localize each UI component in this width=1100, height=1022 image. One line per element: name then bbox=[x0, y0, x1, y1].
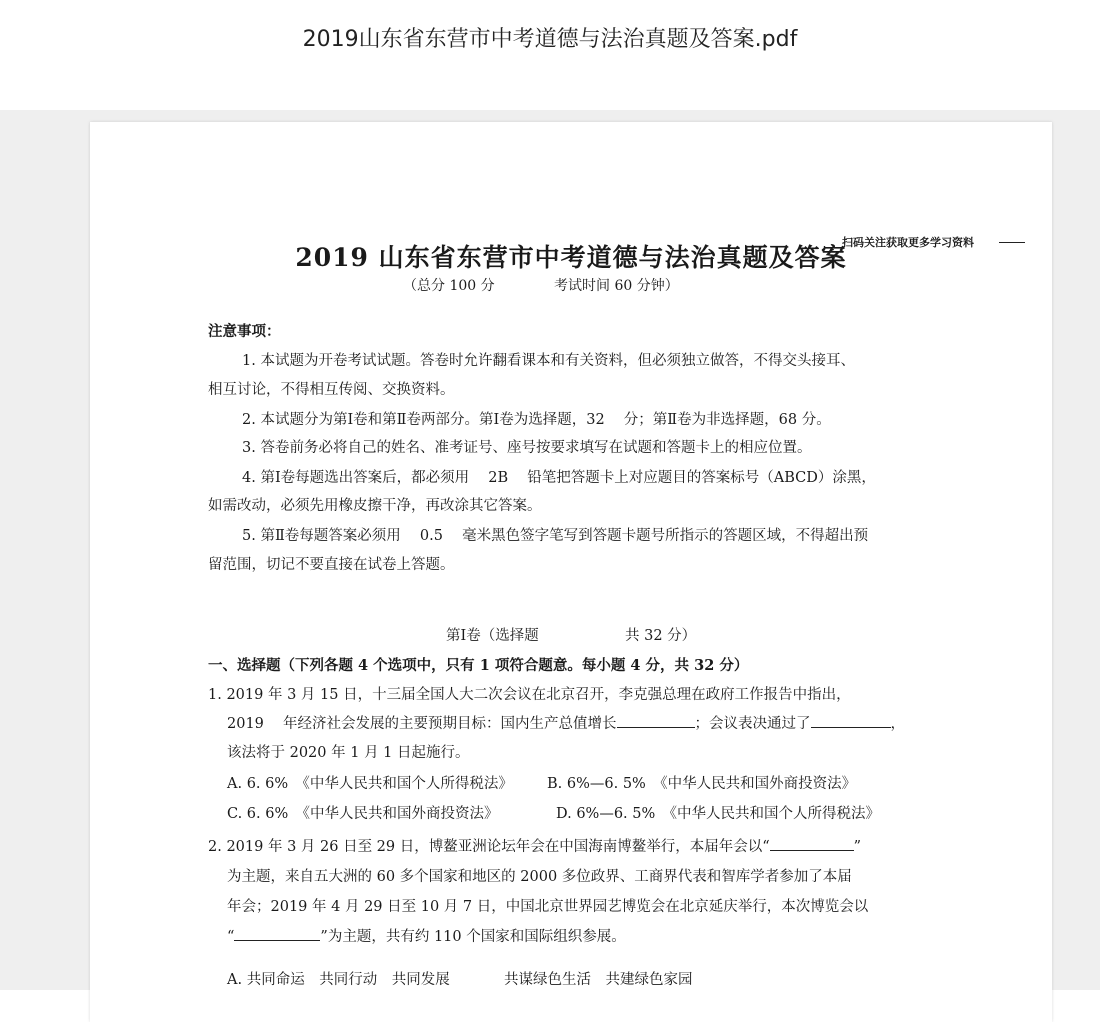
q1-option-a: A. 6. 6% 《中华人民共和国个人所得税法》 bbox=[227, 776, 513, 792]
scan-note: 扫码关注获取更多学习资料 bbox=[842, 236, 974, 249]
pdf-page bbox=[90, 122, 1052, 1022]
notice-2: 2. 本试题分为第Ⅰ卷和第Ⅱ卷两部分。第Ⅰ卷为选择题，32 分；第Ⅱ卷为非选择题，68 分。 bbox=[242, 412, 831, 428]
q1-option-c: C. 6. 6% 《中华人民共和国外商投资法》 bbox=[227, 806, 499, 822]
q1-line1: 1. 2019 年 3 月 15 日，十三届全国人大二次会议在北京召开，李克强总理在政府工作报告中指出， bbox=[208, 687, 851, 703]
q1-option-d: D. 6%—6. 5% 《中华人民共和国个人所得税法》 bbox=[556, 806, 881, 822]
document-viewer[interactable] bbox=[0, 110, 1100, 990]
notice-heading: 注意事项： bbox=[208, 323, 281, 340]
notice-5a: 5. 第Ⅱ卷每题答案必须用 0.5 毫米黑色签字笔写到答题卡题号所指示的答题区域，不得超出预 bbox=[242, 528, 869, 544]
q2-line2: 为主题，来自五大洲的 60 多个国家和地区的 2000 多位政界、工商界代表和智库学者参加了本届 bbox=[227, 869, 852, 885]
q1-line2-text: 2019 年经济社会发展的主要预期目标：国内生产总值增长 bbox=[227, 716, 617, 732]
q2-line4-open: “ bbox=[227, 929, 235, 945]
q1-line2-end: ， bbox=[890, 716, 906, 732]
exam-title: 2019 山东省东营市中考道德与法治真题及答案 bbox=[295, 243, 847, 272]
notice-4b: 如需改动，必须先用橡皮擦干净，再改涂其它答案。 bbox=[208, 498, 542, 514]
q2-blank-1 bbox=[770, 836, 854, 851]
scan-note-dash bbox=[999, 242, 1025, 243]
viewer-header bbox=[0, 0, 1100, 110]
notice-1b: 相互讨论，不得相互传阅、交换资料。 bbox=[208, 382, 455, 398]
notice-4a: 4. 第Ⅰ卷每题选出答案后，都必须用 2B 铅笔把答题卡上对应题目的答案标号（ABCD）涂黑， bbox=[242, 470, 876, 486]
q2-blank-2 bbox=[234, 926, 320, 941]
notice-3: 3. 答卷前务必将自己的姓名、准考证号、座号按要求填写在试题和答题卡上的相应位置。 bbox=[242, 440, 812, 456]
q2-line1 bbox=[208, 835, 861, 856]
section1-score: 共 32 分） bbox=[625, 628, 697, 644]
document-title: 2019山东省东营市中考道德与法治真题及答案.pdf bbox=[302, 27, 798, 52]
q2-line3: 年会；2019 年 4 月 29 日至 10 月 7 日，中国北京世界园艺博览会在北京延庆举行，本次博览会以 bbox=[227, 899, 869, 915]
total-score: （总分 100 分 bbox=[403, 278, 495, 294]
section1-title: 第Ⅰ卷（选择题 bbox=[446, 628, 539, 644]
q1-line2 bbox=[227, 712, 905, 733]
q2-line4 bbox=[227, 925, 626, 946]
notice-5b: 留范围，切记不要直接在试卷上答题。 bbox=[208, 557, 455, 573]
q2-line1-text: 2. 2019 年 3 月 26 日至 29 日，博鳌亚洲论坛年会在中国海南博鳌举行，本届年会以“ bbox=[208, 839, 770, 855]
q2-option-a: A. 共同命运 共同行动 共同发展 bbox=[227, 972, 450, 988]
q1-line3: 该法将于 2020 年 1 月 1 日起施行。 bbox=[227, 745, 470, 761]
notice-1a: 1. 本试题为开卷考试试题。答卷时允许翻看课本和有关资料，但必须独立做答，不得交头接耳、 bbox=[242, 353, 855, 369]
q2-option-a-2: 共谋绿色生活 共建绿色家园 bbox=[504, 972, 693, 988]
q2-line4-text: ”为主题，共有约 110 个国家和国际组织参展。 bbox=[320, 929, 626, 945]
q2-line1-end: ” bbox=[853, 839, 862, 855]
q1-blank-1 bbox=[617, 713, 695, 728]
q1-blank-2 bbox=[811, 713, 891, 728]
exam-time: 考试时间 60 分钟） bbox=[554, 278, 679, 294]
q1-option-b: B. 6%—6. 5% 《中华人民共和国外商投资法》 bbox=[547, 776, 857, 792]
q1-line2-mid: ；会议表决通过了 bbox=[694, 716, 811, 732]
part1-heading: 一、选择题（下列各题 4 个选项中，只有 1 项符合题意。每小题 4 分，共 32 分） bbox=[208, 657, 749, 674]
